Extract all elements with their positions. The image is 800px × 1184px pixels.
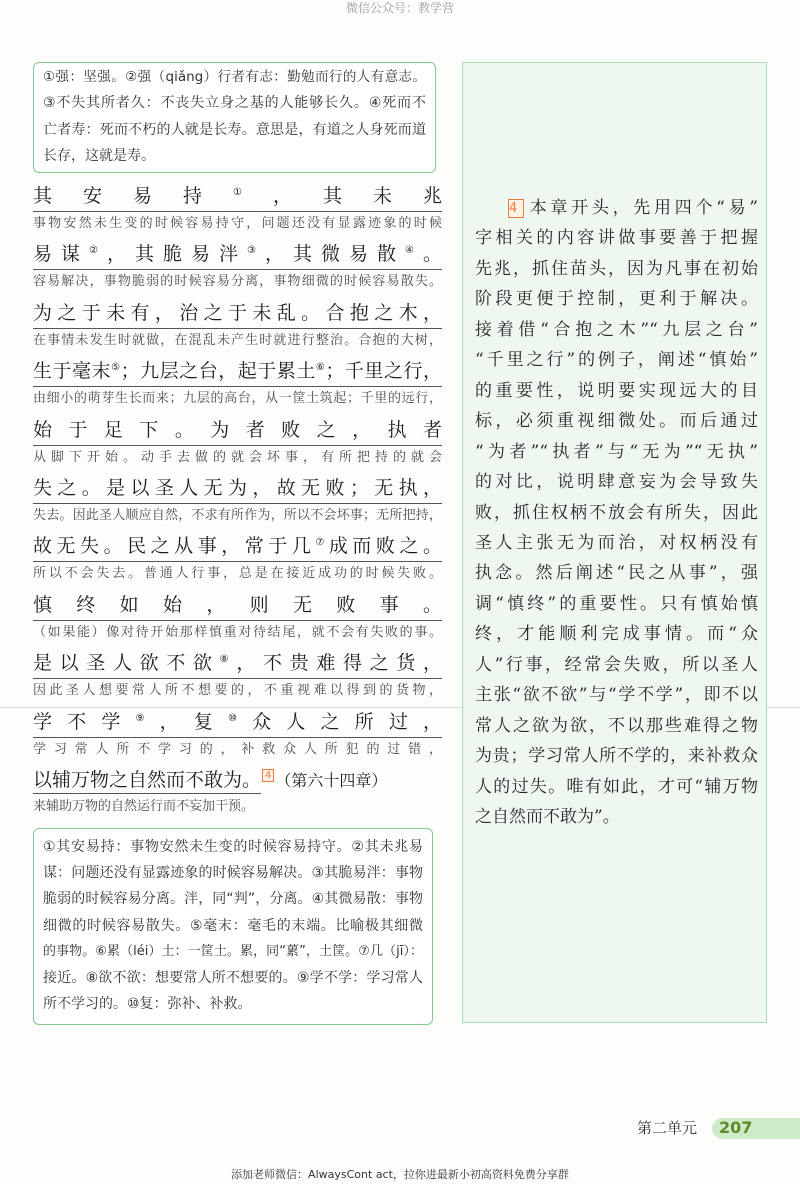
original-text-segment: ，复: [159, 710, 228, 733]
original-text-segment: 学不学: [33, 710, 136, 733]
note-line: 长存，这就是寿。: [43, 148, 155, 165]
original-text-segment: 故无失。民之从事，常于几: [33, 535, 316, 558]
note-line: 接近。⑧欲不欲：想要常人所不想要的。⑨学不学：学习常人: [43, 970, 423, 987]
annotation-marker-box: 4: [508, 199, 524, 218]
note-line: 所不学习的。⑩复：弥补、补救。: [43, 996, 252, 1013]
commentary-line: 执念。然后阐述“民之从事”，强: [475, 563, 758, 584]
original-text-segment: ，其脆易泮: [106, 243, 247, 266]
original-text-segment: 。: [422, 243, 442, 266]
commentary-line: 调“慎终”的重要性。只有慎始慎: [475, 593, 758, 614]
chapter-reference: （第六十四章）: [275, 770, 388, 790]
unit-label: 第二单元: [637, 1119, 698, 1137]
footnote-marker: ④: [404, 245, 423, 257]
original-text-segment: ；千里之行，: [325, 360, 442, 383]
original-text-segment: 众人之所过，: [252, 710, 442, 733]
original-text-segment: 生于毫末: [33, 360, 112, 383]
commentary-line: 败，抓住权柄不放会有所失，因此: [475, 502, 758, 523]
translation-line: 所以不会失去。普通人行事，总是在接近成功的时候失败。: [33, 566, 442, 582]
commentary-line: 主张“欲不欲”与“学不学”，即不以: [475, 685, 758, 706]
notes-box-bottom: [33, 828, 433, 1025]
commentary-line: “千里之行”的例子，阐述“慎始”: [475, 350, 758, 371]
original-text-segment: 为之于未有，治之于未乱。合抱之木，: [33, 301, 442, 324]
translation-line: 在事情未发生时就做，在混乱未产生时就进行整治。合抱的大树，: [33, 332, 442, 348]
original-text-segment: ，其未兆: [272, 185, 442, 207]
original-text-line: [33, 708, 442, 738]
footnote-marker: ③: [247, 245, 265, 257]
translation-line: 由细小的萌芽生长而来；九层的高台，从一筐土筑起；千里的远行，: [33, 391, 442, 407]
note-line: 亡者寿：死而不朽的人就是长寿。意思是，有道之人身死而道: [43, 121, 426, 138]
original-text-segment: 失之。是以圣人无为，故无败；无执，: [33, 476, 442, 499]
original-text-segment: 始于足下。为者败之，执者: [33, 418, 442, 441]
footnote-marker: ①: [233, 187, 273, 198]
original-text-segment: 其安易持: [33, 185, 234, 207]
commentary-line: 先兆，抓住苗头，因为凡事在初始: [475, 258, 758, 279]
passage-pair: [33, 708, 442, 761]
note-line: ①其安易持：事物安然未生变的时候容易持守。②其未兆易: [43, 839, 423, 855]
page-number: 207: [719, 1118, 753, 1137]
commentary-line: 的重要性，说明要实现远大的目: [475, 380, 758, 401]
note-line: 的事物。⑥累（léi）土：一筐土。累，同“蔂”，土筐。⑦几（jī）：: [43, 943, 423, 959]
original-text-line: [33, 182, 442, 212]
translation-line: 来辅助万物的自然运行而不妄加干预。: [33, 798, 255, 814]
note-line: ③不失其所者久：不丧失立身之基的人能够长久。④死而不: [43, 95, 426, 112]
original-text-segment: ，其微易散: [264, 243, 405, 266]
passage-pair: [33, 357, 442, 410]
original-text-segment: 成而败之。: [328, 535, 442, 558]
passage-pair: [33, 766, 442, 818]
passage-pair: [33, 416, 442, 469]
original-text-line: [33, 766, 442, 795]
commentary-text: 本章开头，先用四个“易”: [526, 198, 758, 218]
original-text-segment: ；九层之台，起于累土: [120, 360, 316, 383]
commentary-line: 人”行事，经常会失败，所以圣人: [475, 654, 758, 675]
commentary-line: [475, 193, 758, 223]
passage-pair: [33, 591, 442, 644]
commentary-line: 的对比，说明肆意妄为会导致失: [475, 472, 758, 493]
commentary-line: 圣人主张无为而治，对权柄没有: [475, 532, 758, 553]
translation-line: 学习常人所不学习的，补救众人所犯的过错，: [33, 741, 442, 757]
translation-line: 从脚下开始。动手去做的就会坏事，有所把持的就会: [33, 449, 442, 465]
commentary-line: 标，必须重视细微处。而后通过: [475, 411, 758, 432]
footnote-marker: ⑤: [111, 362, 121, 374]
commentary-line: 之自然而不敢为”。: [475, 807, 620, 828]
passage-pair: [33, 240, 442, 293]
original-text-line: [33, 357, 442, 387]
passage-pair: [33, 299, 442, 352]
commentary-line: 终，才能顺利完成事情。而“众: [475, 624, 758, 645]
translation-line: 失去。因此圣人顺应自然，不求有所作为，所以不会坏事；无所把持，: [33, 507, 442, 523]
footer-promo-text: 添加老师微信：AlwaysCont act，拉你进最新小初高资料免费分享群: [231, 1168, 569, 1181]
footnote-marker: ⑩: [228, 712, 253, 724]
original-text-segment: ，不贵难得之货，: [236, 652, 442, 675]
passage-pair: [33, 474, 442, 527]
original-text-segment: 易谋: [33, 243, 90, 266]
footnote-marker: ⑧: [219, 654, 237, 666]
note-line: 脆弱的时候容易分离。泮，同“判”，分离。④其微易散：事物: [43, 891, 423, 908]
original-text-line: [33, 299, 442, 329]
translation-line: 容易解决，事物脆弱的时候容易分离，事物细微的时候容易散失。: [33, 274, 442, 290]
note-line: 细微的时候容易散失。⑤毫末：毫毛的末端。比喻极其细微: [43, 917, 423, 934]
commentary-line: 字相关的内容讲做事要善于把握: [475, 228, 758, 249]
translation-line: 因此圣人想要常人所不想要的，不重视难以得到的货物，: [33, 683, 442, 699]
original-text-line: [33, 416, 442, 446]
commentary-line: “为者”“执者”与“无为”“无执”: [475, 441, 758, 462]
footnote-marker: ②: [89, 245, 107, 257]
commentary-text-block: [475, 193, 758, 833]
original-text-line: [33, 591, 442, 621]
original-text-line: [33, 240, 442, 270]
footnote-marker: ⑨: [135, 712, 160, 724]
note-line: ①强：坚强。②强（qiǎng）行者有志：勤勉而行的人有意志。: [43, 69, 426, 85]
original-text-segment: 以辅万物之自然而不敢为。: [33, 769, 261, 794]
annotation-marker: 4: [262, 769, 274, 782]
commentary-line: 人的过失。唯有如此，才可“辅万物: [475, 776, 758, 797]
commentary-line: 为贵；学习常人所不学的，来补救众: [475, 746, 758, 767]
note-line: 谋：问题还没有显露迹象的时候容易解决。③其脆易泮：事物: [43, 865, 423, 882]
footnote-marker: ⑥: [315, 362, 326, 374]
original-text-segment: 慎终如始，则无败事。: [33, 593, 442, 616]
translation-line: 事物安然未生变的时候容易持守，问题还没有显露迹象的时候: [33, 216, 442, 231]
notes-box-top: [33, 62, 436, 173]
header-watermark: 微信公众号：教学营: [345, 1, 454, 15]
passage-pair: [33, 182, 442, 235]
classical-passage: [33, 182, 442, 823]
original-text-line: [33, 474, 442, 504]
passage-pair: [33, 649, 442, 702]
commentary-line: 常人之欲为欲，不以那些难得之物: [475, 715, 758, 736]
footnote-marker: ⑦: [315, 537, 329, 549]
commentary-line: 阶段更便于控制，更利于解决。: [475, 289, 758, 310]
original-text-line: [33, 532, 442, 562]
translation-line: （如果能）像对待开始那样慎重对待结尾，就不会有失败的事。: [33, 624, 442, 640]
original-text-line: [33, 649, 442, 679]
passage-pair: [33, 532, 442, 585]
commentary-line: 接着借“合抱之木”“九层之台”: [475, 319, 758, 340]
original-text-segment: 是以圣人欲不欲: [33, 652, 220, 675]
